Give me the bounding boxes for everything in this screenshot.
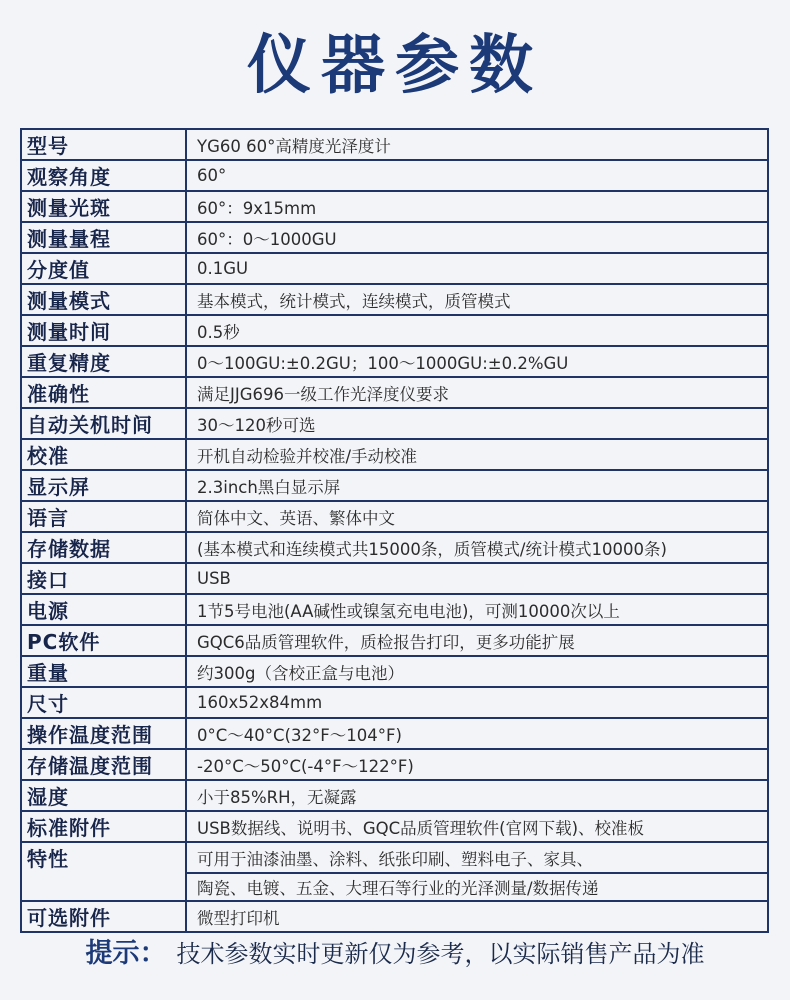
table-row — [21, 532, 768, 563]
table-row — [21, 563, 768, 594]
spec-value: 0～100GU:±0.2GU；100～1000GU:±0.2%GU — [186, 346, 768, 377]
table-row — [21, 811, 768, 842]
spec-value: 60°：9x15mm — [186, 191, 768, 222]
spec-label: 操作温度范围 — [21, 718, 186, 749]
spec-value: 60°：0～1000GU — [186, 222, 768, 253]
spec-value: 约300g（含校正盒与电池） — [186, 656, 768, 687]
table-row — [21, 284, 768, 315]
spec-label: 测量量程 — [21, 222, 186, 253]
spec-value: 满足JJG696一级工作光泽度仪要求 — [186, 377, 768, 408]
spec-label: 尺寸 — [21, 687, 186, 718]
table-row — [21, 160, 768, 191]
table-row — [21, 191, 768, 222]
table-row — [21, 253, 768, 284]
spec-label: 语言 — [21, 501, 186, 532]
spec-label: 自动关机时间 — [21, 408, 186, 439]
spec-label: 存储数据 — [21, 532, 186, 563]
table-row — [21, 780, 768, 811]
spec-value: USB数据线、说明书、GQC品质管理软件(官网下载)、校准板 — [186, 811, 768, 842]
table-row — [21, 749, 768, 780]
spec-value: 小于85%RH，无凝露 — [186, 780, 768, 811]
spec-label: 显示屏 — [21, 470, 186, 501]
spec-label: 准确性 — [21, 377, 186, 408]
table-row — [21, 315, 768, 346]
spec-value: 30～120秒可选 — [186, 408, 768, 439]
spec-value: (基本模式和连续模式共15000条，质管模式/统计模式10000条) — [186, 532, 768, 563]
spec-value: USB — [186, 563, 768, 594]
spec-value: 2.3inch黑白显示屏 — [186, 470, 768, 501]
spec-label: 校准 — [21, 439, 186, 470]
table-row — [21, 625, 768, 656]
spec-value: 160x52x84mm — [186, 687, 768, 718]
spec-label: 可选附件 — [21, 901, 186, 932]
note-label: 提示： — [85, 938, 167, 969]
table-row — [21, 470, 768, 501]
table-row — [21, 901, 768, 932]
table-row — [21, 718, 768, 749]
spec-label: 存储温度范围 — [21, 749, 186, 780]
spec-label: 标准附件 — [21, 811, 186, 842]
page-title: 仪器参数 — [247, 29, 543, 103]
spec-label: 测量光斑 — [21, 191, 186, 222]
table-row — [21, 594, 768, 625]
spec-label: 接口 — [21, 563, 186, 594]
spec-table — [20, 128, 769, 933]
table-row — [21, 129, 768, 160]
table-row — [21, 346, 768, 377]
spec-label: 测量模式 — [21, 284, 186, 315]
table-row — [21, 873, 768, 901]
spec-value: 可用于油漆油墨、涂料、纸张印刷、塑料电子、家具、 — [186, 842, 768, 873]
table-row — [21, 439, 768, 470]
spec-label: PC软件 — [21, 625, 186, 656]
table-row — [21, 687, 768, 718]
table-row — [21, 222, 768, 253]
spec-value: 简体中文、英语、繁体中文 — [186, 501, 768, 532]
spec-value: 60° — [186, 160, 768, 191]
spec-value: 基本模式，统计模式，连续模式，质管模式 — [186, 284, 768, 315]
spec-label: 观察角度 — [21, 160, 186, 191]
table-row — [21, 408, 768, 439]
note-text: 技术参数实时更新仅为参考，以实际销售产品为准 — [176, 940, 705, 968]
spec-label: 分度值 — [21, 253, 186, 284]
spec-label: 湿度 — [21, 780, 186, 811]
spec-label: 型号 — [21, 129, 186, 160]
spec-value: -20°C～50°C(-4°F～122°F) — [186, 749, 768, 780]
spec-value: 陶瓷、电镀、五金、大理石等行业的光泽测量/数据传递 — [186, 873, 768, 901]
spec-value: 1节5号电池(AA碱性或镍氢充电电池)，可测10000次以上 — [186, 594, 768, 625]
spec-value: YG60 60°高精度光泽度计 — [186, 129, 768, 160]
disclaimer-note — [0, 934, 790, 974]
spec-value: 0.5秒 — [186, 315, 768, 346]
spec-value: 微型打印机 — [186, 901, 768, 932]
spec-label: 重复精度 — [21, 346, 186, 377]
spec-value: 开机自动检验并校准/手动校准 — [186, 439, 768, 470]
table-row — [21, 656, 768, 687]
table-row — [21, 842, 768, 873]
spec-value: 0°C～40°C(32°F～104°F) — [186, 718, 768, 749]
spec-value: GQC6品质管理软件，质检报告打印，更多功能扩展 — [186, 625, 768, 656]
table-row — [21, 377, 768, 408]
spec-label: 测量时间 — [21, 315, 186, 346]
spec-label — [21, 873, 186, 901]
spec-label: 电源 — [21, 594, 186, 625]
spec-value: 0.1GU — [186, 253, 768, 284]
spec-label: 特性 — [21, 842, 186, 873]
spec-label: 重量 — [21, 656, 186, 687]
table-row — [21, 501, 768, 532]
